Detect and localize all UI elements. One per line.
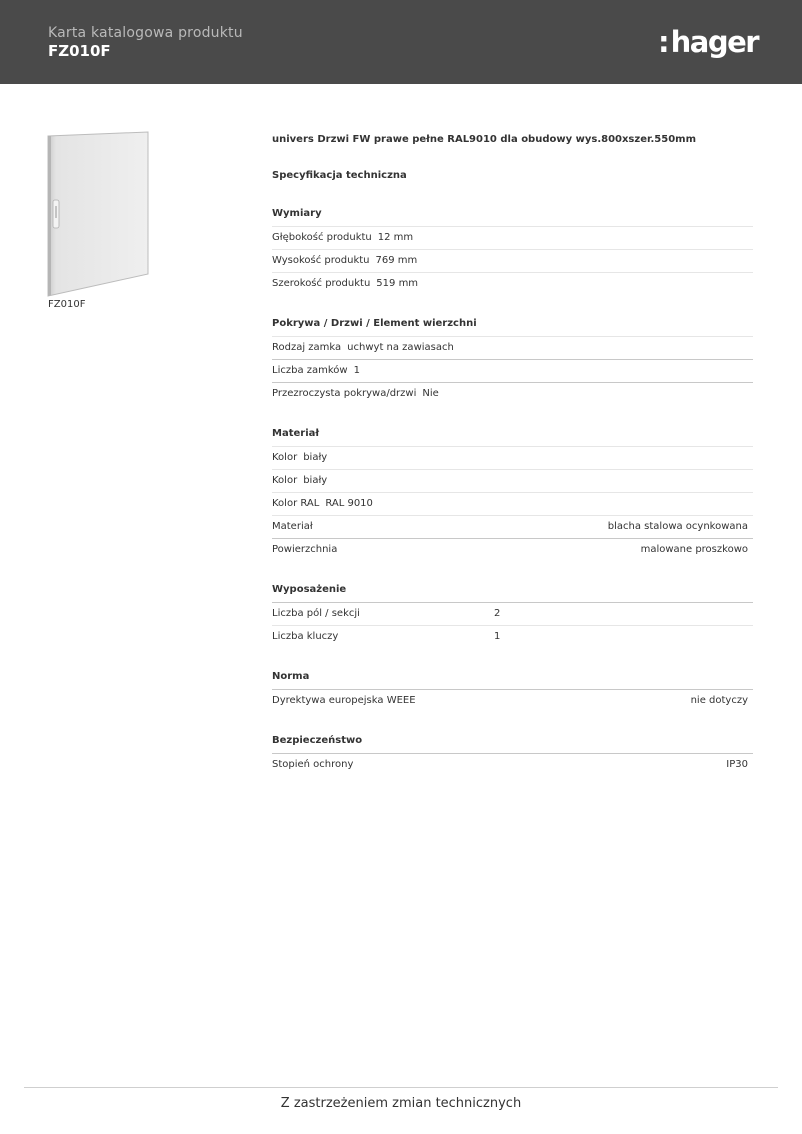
product-code-heading: FZ010F	[48, 42, 111, 60]
spec-value: biały	[303, 452, 328, 463]
spec-label: Szerokość produktu	[272, 278, 371, 289]
spec-row	[272, 469, 753, 492]
spec-row	[272, 753, 753, 776]
spec-row	[272, 689, 753, 712]
section-title: Wyposażenie	[272, 584, 347, 595]
spec-label: Powierzchnia	[272, 544, 338, 555]
spec-row	[272, 492, 753, 515]
spec-value: 769 mm	[375, 255, 418, 266]
spec-label: Kolor RAL	[272, 498, 320, 509]
spec-label: Stopień ochrony	[272, 759, 354, 770]
spec-row	[272, 625, 753, 648]
spec-label: Liczba kluczy	[272, 631, 339, 642]
spec-value: 2	[494, 608, 501, 619]
spec-value: uchwyt na zawiasach	[347, 342, 454, 353]
spec-value: Nie	[422, 388, 439, 399]
section-material	[272, 423, 753, 561]
image-caption: FZ010F	[48, 299, 86, 310]
spec-value: IP30	[726, 759, 748, 770]
hager-logo	[658, 22, 758, 62]
spec-label: Wysokość produktu	[272, 255, 370, 266]
section-norma	[272, 666, 753, 712]
spec-value: blacha stalowa ocynkowana	[607, 521, 748, 532]
spec-label: Kolor	[272, 475, 298, 486]
section-wyposazenie	[272, 579, 753, 648]
section-title: Wymiary	[272, 208, 322, 219]
logo-text: hager	[670, 25, 759, 59]
spec-label: Głębokość produktu	[272, 232, 372, 243]
spec-row	[272, 336, 753, 359]
spec-row	[272, 272, 753, 295]
section-title: Materiał	[272, 428, 320, 439]
spec-label: Liczba pól / sekcji	[272, 608, 360, 619]
section-pokrywa	[272, 313, 753, 405]
spec-value: nie dotyczy	[690, 695, 748, 706]
spec-label: Rodzaj zamka	[272, 342, 342, 353]
spec-label: Dyrektywa europejska WEEE	[272, 695, 416, 706]
section-title: Bezpieczeństwo	[272, 735, 363, 746]
footer-divider	[24, 1087, 778, 1088]
section-title: Norma	[272, 671, 310, 682]
spec-value: RAL 9010	[325, 498, 373, 509]
product-title: univers Drzwi FW prawe pełne RAL9010 dla obudowy wys.800xszer.550mm	[272, 134, 697, 145]
section-wymiary	[272, 203, 753, 295]
spec-row	[272, 226, 753, 249]
spec-label: Kolor	[272, 452, 298, 463]
section-bezpieczenstwo	[272, 730, 753, 776]
spec-value: 12 mm	[377, 232, 414, 243]
section-title: Pokrywa / Drzwi / Element wierzchni	[272, 318, 477, 329]
cabinet-door-icon	[46, 130, 152, 298]
spec-label: Liczba zamków	[272, 365, 348, 376]
product-details	[272, 131, 753, 776]
spec-row	[272, 359, 753, 382]
spec-row	[272, 515, 753, 538]
footer-disclaimer: Z zastrzeżeniem zmian technicznych	[280, 1096, 522, 1111]
spec-label: Przezroczysta pokrywa/drzwi	[272, 388, 417, 399]
spec-value: malowane proszkowo	[640, 544, 748, 555]
spec-row	[272, 538, 753, 561]
spec-row	[272, 249, 753, 272]
spec-value: 1	[353, 365, 360, 376]
logo-colon: :	[658, 25, 670, 59]
spec-value: biały	[303, 475, 328, 486]
spec-value: 519 mm	[376, 278, 419, 289]
spec-row	[272, 446, 753, 469]
spec-label: Materiał	[272, 521, 313, 532]
document-type-label: Karta katalogowa produktu	[48, 25, 243, 41]
spec-row	[272, 382, 753, 405]
page-header	[0, 0, 802, 84]
spec-row	[272, 602, 753, 625]
spec-value: 1	[494, 631, 501, 642]
spec-heading: Specyfikacja techniczna	[272, 170, 407, 181]
